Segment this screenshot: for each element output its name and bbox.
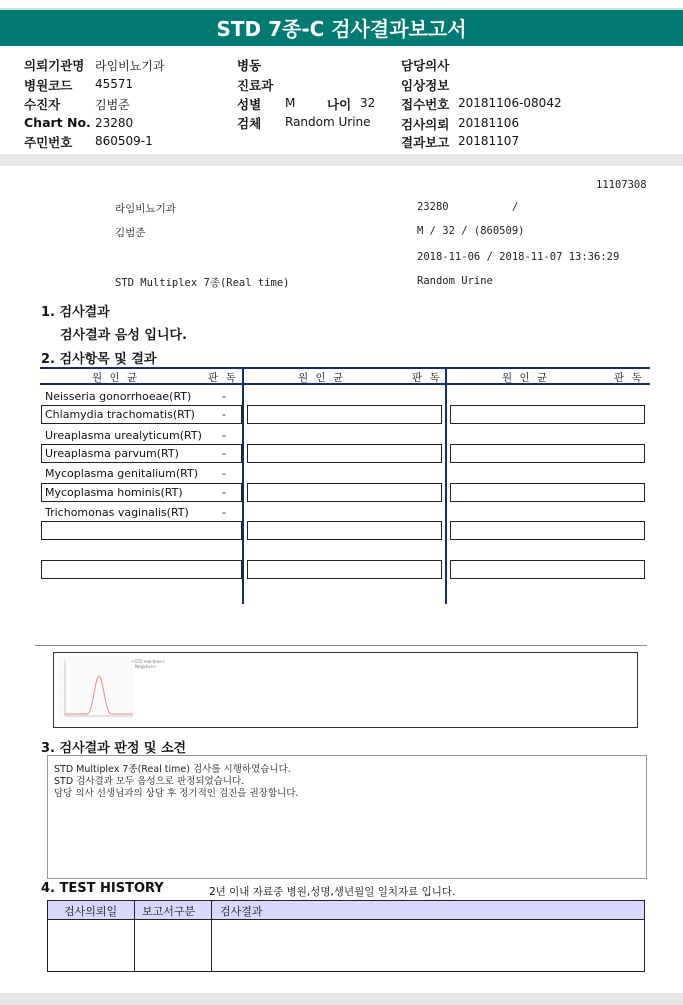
opinion-line: STD Multiplex 7종(Real time) 검사를 시행하였습니다. (54, 764, 291, 775)
hospital-label: 의뢰기관명 (24, 58, 85, 73)
column-divider (242, 368, 244, 604)
organism-row: Ureaplasma urealyticum(RT) (45, 429, 202, 442)
report-label: 결과보고 (401, 135, 450, 150)
row-box (247, 444, 442, 463)
judge-row: - (222, 506, 226, 519)
receipt-value: 20181106-08042 (458, 96, 562, 110)
sex-label: 성별 (237, 97, 262, 112)
section-separator (35, 645, 647, 646)
report-header (0, 46, 683, 154)
col-organism-2: 원 인 균 (298, 372, 346, 384)
chart-tick: — (59, 673, 62, 677)
history-divider (211, 901, 212, 971)
receipt-label: 접수번호 (401, 97, 450, 112)
organism-row: Mycoplasma genitalium(RT) (45, 467, 199, 480)
row-box (450, 521, 645, 540)
col-judge-3: 판 독 (614, 372, 644, 384)
bottom-band (0, 993, 683, 1005)
row-box (450, 483, 645, 502)
row-box (247, 405, 442, 424)
report-title: STD 7종-C 검사결과보고서 (0, 8, 683, 48)
history-col-report-type: 보고서구분 (142, 905, 196, 918)
opinion-line: STD 검사결과 모두 음성으로 판정되었습니다. (54, 776, 245, 787)
chart-legend-2: Negative> (135, 664, 157, 669)
info-sex-age: M / 32 / (860509) (417, 225, 525, 237)
col-judge-1: 판 독 (208, 372, 238, 384)
organism-row: Ureaplasma parvum(RT) (45, 447, 179, 460)
hospital-value: 라임비뇨기과 (95, 59, 165, 73)
specimen-label: 검체 (237, 116, 262, 131)
column-divider (445, 368, 447, 604)
judge-row: - (222, 447, 226, 460)
history-col-result: 검사결과 (220, 905, 263, 918)
row-box (450, 560, 645, 579)
specimen-value: Random Urine (285, 115, 371, 129)
patient-value: 김범준 (95, 98, 130, 112)
request-value: 20181106 (458, 116, 520, 130)
clinical-label: 임상정보 (401, 78, 450, 93)
row-box (450, 444, 645, 463)
request-label: 검사의뢰 (401, 117, 450, 132)
info-hospital: 라임비뇨기과 (115, 203, 176, 215)
row-box (450, 405, 645, 424)
code-value: 45571 (95, 77, 134, 91)
history-note: 2년 이내 자료중 병원,성명,생년월일 일치자료 입니다. (209, 886, 456, 898)
table-top-rule (40, 367, 650, 369)
judge-row: - (222, 467, 226, 480)
opinion-box (47, 755, 647, 879)
amplification-chart (57, 656, 133, 722)
row-box (41, 521, 242, 540)
info-dates: 2018-11-06 / 2018-11-07 13:36:29 (417, 251, 620, 263)
row-box (247, 560, 442, 579)
row-box (247, 521, 442, 540)
doctor-label: 담당의사 (401, 58, 450, 73)
age-value: 32 (360, 96, 376, 110)
real-time-chart-frame (53, 652, 638, 728)
history-col-request-date: 검사의뢰일 (64, 905, 118, 918)
report-value: 20181107 (458, 134, 520, 148)
row-box (41, 560, 242, 579)
section1-result: 검사결과 음성 입니다. (60, 328, 188, 343)
doc-number: 11107308 (596, 179, 647, 191)
opinion-line: 담당 의사 선생님과의 상담 후 정기적인 검진을 권장합니다. (54, 788, 299, 799)
judge-row: - (222, 408, 226, 421)
chart-tick: — (59, 688, 62, 692)
organism-row: Chlamydia trachomatis(RT) (45, 408, 195, 421)
col-judge-2: 판 독 (412, 372, 442, 384)
id-value: 860509-1 (95, 134, 153, 148)
ward-label: 병동 (237, 58, 262, 73)
id-label: 주민번호 (24, 135, 73, 150)
chart-legend-1: <STD real-time> (131, 659, 166, 664)
info-chart-no: 23280 (417, 201, 449, 213)
judge-row: - (222, 390, 226, 403)
chart-label: Chart No. (24, 115, 91, 130)
info-specimen: Random Urine (417, 275, 493, 287)
section4-title: 4. TEST HISTORY (41, 881, 164, 896)
section3-title: 3. 검사결과 판정 및 소견 (41, 741, 187, 756)
info-patient: 김범준 (115, 227, 146, 239)
organism-row: Trichomonas vaginalis(RT) (45, 506, 189, 519)
history-header (48, 901, 644, 920)
row-box (247, 483, 442, 502)
chart-value: 23280 (95, 116, 134, 130)
section2-title: 2. 검사항목 및 결과 (41, 352, 157, 367)
chart-tick: — (59, 703, 62, 707)
divider-band (0, 154, 683, 166)
info-test-name: STD Multiplex 7종(Real time) (115, 277, 290, 289)
info-slash: / (512, 201, 519, 213)
age-label: 나이 (327, 97, 352, 112)
judge-row: - (222, 429, 226, 442)
judge-row: - (222, 486, 226, 499)
organism-row: Mycoplasma hominis(RT) (45, 486, 183, 499)
sex-value: M (285, 96, 296, 110)
col-organism-3: 원 인 균 (502, 372, 550, 384)
patient-label: 수진자 (24, 97, 61, 112)
organism-row: Neisseria gonorrhoeae(RT) (45, 390, 192, 403)
dept-label: 진료과 (237, 78, 274, 93)
section1-title: 1. 검사결과 (41, 305, 110, 320)
history-divider (134, 901, 135, 971)
history-table (47, 900, 645, 972)
code-label: 병원코드 (24, 78, 73, 93)
col-organism-1: 원 인 균 (92, 372, 140, 384)
